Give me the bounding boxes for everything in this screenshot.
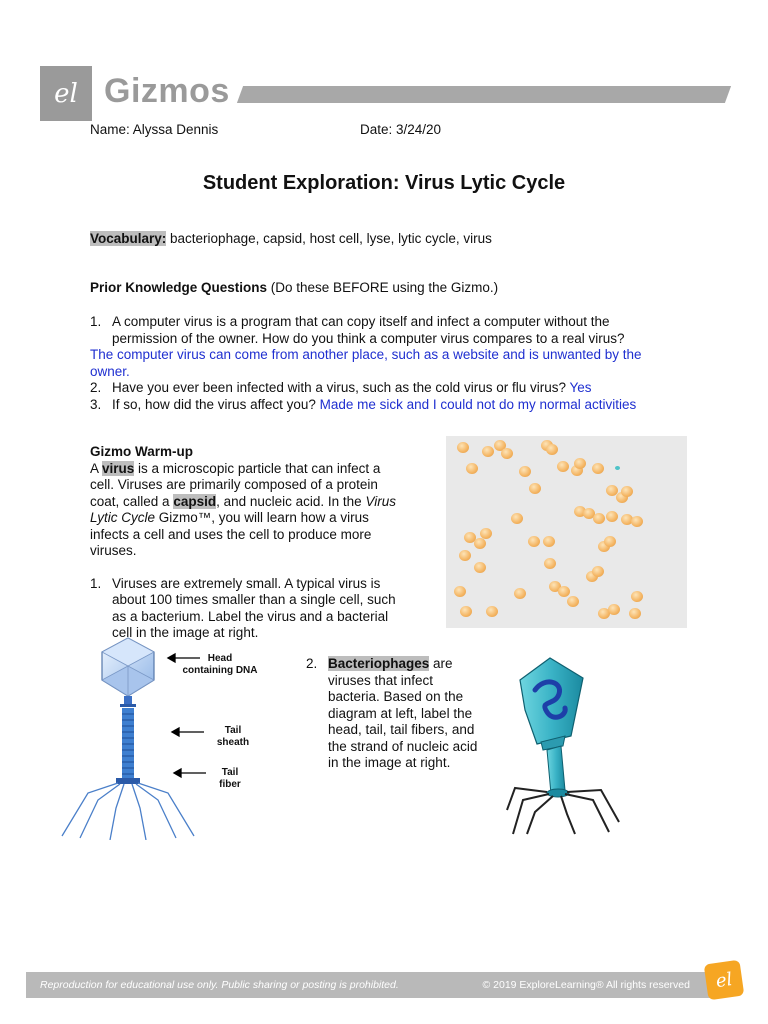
page-title: Student Exploration: Virus Lytic Cycle <box>202 172 566 194</box>
label-tail-fiber <box>210 767 250 791</box>
illustration-head <box>520 658 583 744</box>
warmup-q2-number: 2. <box>306 656 318 671</box>
warmup-text-c: , and nucleic acid. In the <box>216 493 366 509</box>
bacterial-cell <box>519 466 531 477</box>
virus-particle <box>615 466 620 470</box>
virus-cell-image <box>446 436 687 628</box>
warmup-text-a: A <box>90 460 103 476</box>
bacterial-cell <box>457 442 469 453</box>
bacterial-cell <box>621 486 633 497</box>
q1-text-line1: A computer virus is a program that can copy itself and infect a computer without the <box>112 314 610 329</box>
label-head <box>178 653 262 677</box>
illustration-tail <box>541 736 569 797</box>
bacterial-cell <box>474 538 486 549</box>
vocabulary-terms: bacteriophage, capsid, host cell, lyse, lytic cycle, virus <box>166 231 492 246</box>
footer-copyright: © 2019 ExploreLearning® All rights reserved <box>482 979 690 991</box>
prior-q2 <box>90 380 670 397</box>
bacterial-cell <box>631 591 643 602</box>
prior-knowledge-heading <box>90 280 690 297</box>
bacterial-cell <box>474 562 486 573</box>
label-head-line2: containing DNA <box>182 665 258 676</box>
term-capsid: capsid <box>173 493 217 509</box>
bacterial-cell <box>604 536 616 547</box>
answer-1: The computer virus can come from another place, such as a website and is unwanted by the owner. <box>90 347 642 379</box>
footer-logo-glyph: el <box>714 968 734 992</box>
warmup-paragraph <box>90 461 408 560</box>
bacterial-cell <box>480 528 492 539</box>
warmup-text-b: is a microscopic particle that can infect a cell. Viruses are primarily composed of a protein coat, called a <box>90 460 381 509</box>
gizmos-logo-icon <box>40 66 92 121</box>
logo-glyph: el <box>54 78 78 109</box>
vocabulary-label: Vocabulary: <box>90 231 167 246</box>
bacterial-cell <box>459 550 471 561</box>
footer-notice: Reproduction for educational use only. Public sharing or posting is prohibited. <box>40 979 399 991</box>
bacterial-cell <box>593 513 605 524</box>
answer-3: Made me sick and I could not do my normal activities <box>315 396 637 412</box>
bacterial-cell <box>544 558 556 569</box>
bacterial-cell <box>486 606 498 617</box>
bacterial-cell <box>514 588 526 599</box>
bacterial-cell <box>629 608 641 619</box>
warmup-heading: Gizmo Warm-up <box>90 444 193 459</box>
bacterial-cell <box>631 516 643 527</box>
explorelearning-logo-icon <box>704 960 745 1001</box>
q2-number: 2. <box>90 380 102 395</box>
tail-sheath <box>116 696 140 784</box>
q1-text-line2: permission of the owner. How do you think a computer virus compares to a real virus? <box>112 330 625 346</box>
q3-text: If so, how did the virus affect you? <box>112 396 316 412</box>
label-fiber-line2: fiber <box>219 779 241 790</box>
bacterial-cell <box>592 566 604 577</box>
bacterial-cell <box>567 596 579 607</box>
term-bacteriophages: Bacteriophages <box>328 656 430 671</box>
bacterial-cell <box>460 606 472 617</box>
bacterial-cell <box>454 586 466 597</box>
bacterial-cell <box>557 461 569 472</box>
bacterial-cell <box>592 463 604 474</box>
label-fiber-line1: Tail <box>221 767 239 778</box>
phage-head <box>102 638 154 696</box>
date-field: Date: 3/24/20 <box>360 122 442 137</box>
bacterial-cell <box>543 536 555 547</box>
brand-name: Gizmos <box>104 72 230 110</box>
warmup-section <box>90 444 408 642</box>
prior-note: (Do these BEFORE using the Gizmo.) <box>267 280 499 295</box>
warmup-q1-text: Viruses are extremely small. A typical virus is about 100 times smaller than a single cell, such as a bacterium. Label the virus and a bacterial cell in the image at right. <box>112 575 396 640</box>
warmup-q2-rest: are viruses that infect bacteria. Based on the diagram at left, label the head, tail, tail fibers, and the strand of nucleic acid in the image at right. <box>328 656 478 770</box>
footer-bar <box>26 972 724 998</box>
bacterial-cell <box>606 511 618 522</box>
vocabulary <box>90 231 690 248</box>
q2-text: Have you ever been infected with a virus, such as the cold virus or flu virus? <box>112 380 566 395</box>
bacterial-cell <box>574 458 586 469</box>
gizmo-name: Virus Lytic Cycle <box>90 493 396 525</box>
prior-q1 <box>90 314 670 331</box>
bacterial-cell <box>528 536 540 547</box>
bacterial-cell <box>558 586 570 597</box>
prior-questions <box>90 314 670 413</box>
bacterial-cell <box>511 513 523 524</box>
label-head-line1: Head <box>207 653 233 664</box>
warmup-q2-text <box>328 656 478 772</box>
warmup-q1-number: 1. <box>90 575 102 591</box>
term-virus: virus <box>102 460 135 476</box>
bacterial-cell <box>608 604 620 615</box>
bacteriophage-illustration <box>505 650 625 835</box>
warmup-q2 <box>306 656 478 772</box>
label-tail-sheath <box>208 725 258 749</box>
header-bar <box>237 86 731 103</box>
answer-2: Yes <box>565 380 592 395</box>
student-name: Name: Alyssa Dennis <box>90 122 219 137</box>
prior-heading: Prior Knowledge Questions <box>90 280 268 295</box>
bacterial-cell <box>482 446 494 457</box>
q1-number: 1. <box>90 314 102 329</box>
bacterial-cell <box>529 483 541 494</box>
bacterial-cell <box>466 463 478 474</box>
tail-fibers <box>62 783 194 840</box>
label-tail-line1: Tail <box>224 725 242 736</box>
prior-q3 <box>90 397 670 414</box>
bacterial-cell <box>546 444 558 455</box>
label-tail-line2: sheath <box>216 737 250 748</box>
bacterial-cell <box>501 448 513 459</box>
q3-number: 3. <box>90 396 102 412</box>
warmup-text-d: Gizmo™, you will learn how a virus infects a cell and uses the cell to produce more viruses. <box>90 510 372 558</box>
